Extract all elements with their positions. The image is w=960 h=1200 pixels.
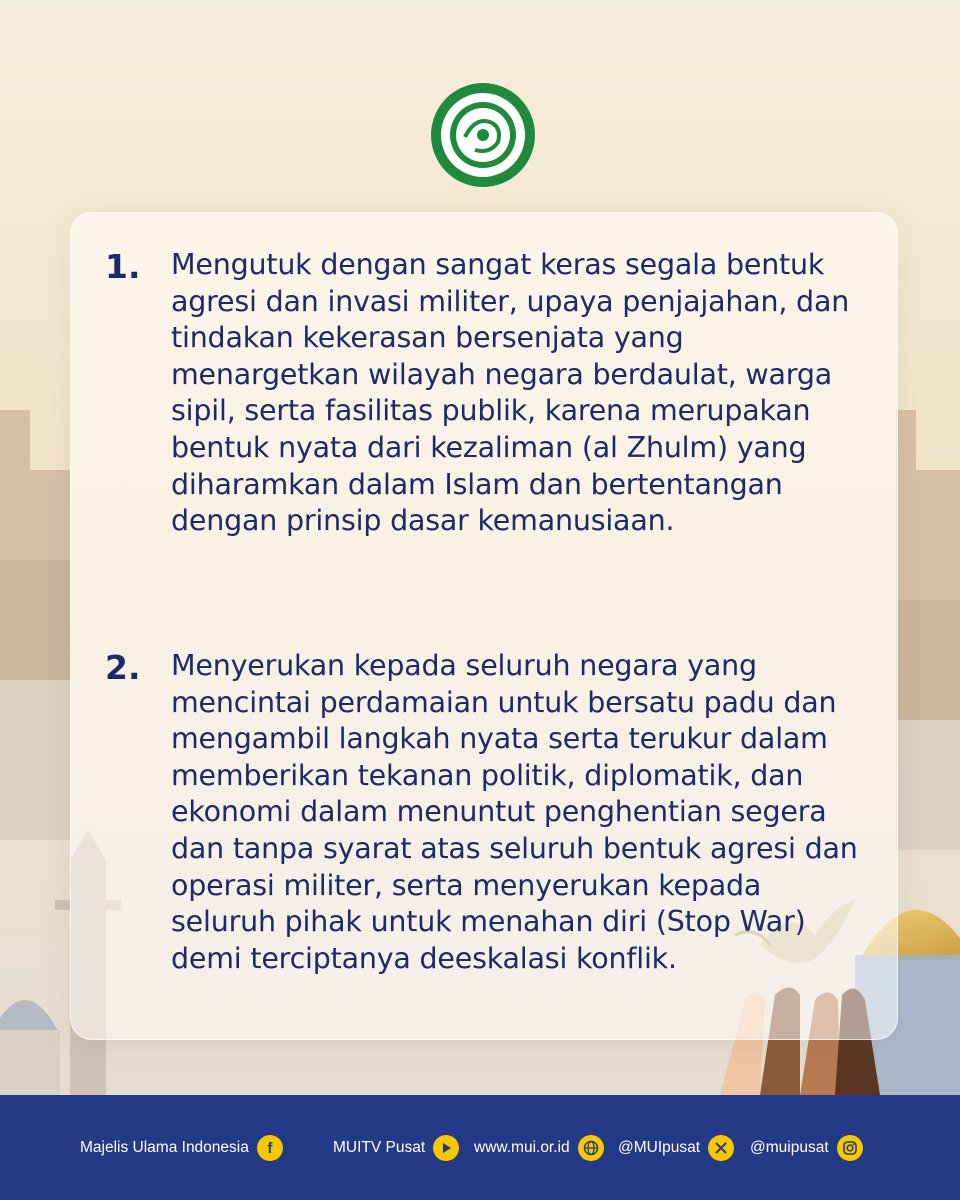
x-label: @MUIpusat: [618, 1139, 701, 1156]
point-number: 1.: [105, 247, 141, 286]
point-number: 2.: [105, 648, 141, 687]
footer-instagram[interactable]: [750, 1134, 863, 1162]
website-label: www.mui.or.id: [474, 1139, 570, 1156]
facebook-icon: f: [257, 1135, 283, 1161]
youtube-icon: [433, 1135, 459, 1161]
left-city-silhouette: [0, 410, 70, 840]
footer-facebook[interactable]: [80, 1134, 283, 1162]
youtube-label: MUITV Pusat: [333, 1139, 426, 1156]
statement-card: [70, 212, 898, 1040]
footer-website[interactable]: [474, 1134, 604, 1162]
point-text: Mengutuk dengan sangat keras segala bentuk agresi dan invasi militer, upaya penjajahan, dan tindakan kekerasan bersenjata yang menargetkan wilayah negara berdaulat, warga sipil, serta fasilitas publik, karena merupakan bentuk nyata dari kezaliman (al Zhulm) yang diharamkan dalam Islam dan bertentangan dengan prinsip dasar kemanusiaan.: [171, 248, 850, 538]
right-city-silhouette: [896, 410, 960, 850]
footer-youtube[interactable]: [333, 1134, 459, 1162]
instagram-label: @muipusat: [750, 1139, 829, 1156]
globe-icon: [578, 1135, 604, 1161]
footer-x[interactable]: [618, 1134, 734, 1162]
x-icon: [708, 1135, 734, 1161]
footer-bar: [0, 1095, 960, 1200]
point-text: Menyerukan kepada seluruh negara yang mencintai perdamaian untuk bersatu padu dan mengambil langkah nyata serta terukur dalam memberikan tekanan politik, diplomatik, dan ekonomi dalam menuntut penghentian segera dan tanpa syarat atas seluruh bentuk agresi dan operasi militer, serta menyerukan kepada seluruh pihak untuk menahan diri (Stop War) demi terciptanya deeskalasi konflik.: [171, 649, 858, 975]
mui-logo: [430, 82, 536, 188]
facebook-label: Majelis Ulama Indonesia: [80, 1139, 249, 1156]
instagram-icon: [837, 1135, 863, 1161]
